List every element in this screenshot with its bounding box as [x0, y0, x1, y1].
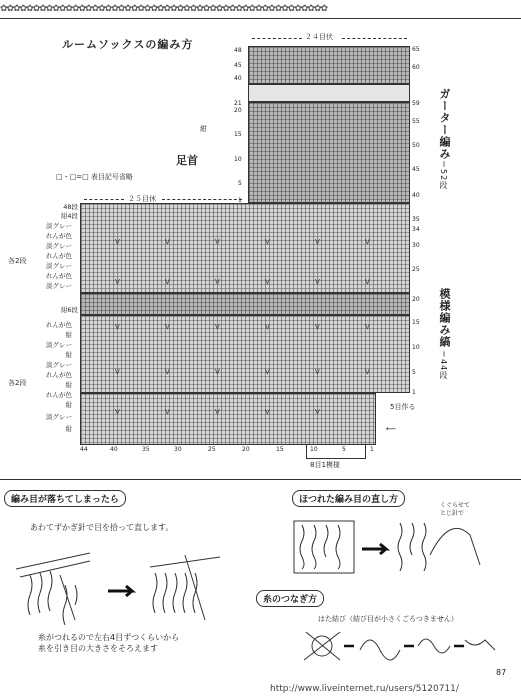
knot-text: はた結び（結び目が小さくごろつきません） [318, 615, 458, 623]
chart-title: ルームソックスの編み方 [62, 38, 194, 51]
repair1-caption2: 糸を引き目の大きさをそろえます [38, 644, 158, 653]
repair2-note2: とじ針で [440, 510, 465, 517]
instep-label: 足首 [176, 154, 198, 167]
header-rule [0, 18, 521, 19]
pattern-label: 模様編み縞 [438, 288, 451, 348]
repair2-illustration [290, 515, 490, 580]
left-num: 48 [234, 47, 242, 54]
heel-stitches-label: ２５目休 [128, 195, 156, 203]
navy4-label: 紺4段 [60, 212, 78, 220]
top-arrow-right [342, 38, 407, 39]
chart-gap-block [248, 84, 410, 102]
left-num: 10 [234, 156, 242, 163]
repair2-heading: ほつれた編み目の直し方 [292, 490, 405, 507]
repair1-heading: 編み目が落ちてしまったら [4, 490, 126, 507]
garter-label: ガーター編み [438, 88, 451, 160]
flower-border: ✿✿✿✿✿✿✿✿✿✿✿✿✿✿✿✿✿✿✿✿✿✿✿✿✿✿✿✿✿✿✿✿✿✿✿✿✿✿✿✿✿✿✿✿✿✿✿✿✿✿ [0, 4, 328, 14]
navy6-label: 紺6段 [60, 306, 78, 314]
legend: □・□=□ 表目記号省略 [56, 173, 133, 181]
left-num: 20 [234, 107, 242, 114]
left-num: 21 [234, 100, 242, 107]
bottom-numbers: 44 40 35 30 25 20 15 10 5 1 [80, 446, 374, 453]
slip-stitch-marks: V V V V V V V V V V V V V V V V V V V V V V V V V V V V V [115, 238, 370, 416]
navy-upper-label: 紺 [200, 125, 207, 133]
garter-rows: ＝52段 [439, 160, 448, 191]
make5-label: 5目作る [390, 403, 416, 411]
footer-url[interactable]: http://www.liveinternet.ru/users/5120711/ [270, 684, 459, 694]
bottom-arrow: ⟵ [386, 425, 397, 433]
each2-upper: 各2段 [8, 257, 27, 265]
left-num: 15 [234, 131, 242, 138]
left-num: 1 [238, 197, 242, 204]
repair2-note: くぐらせて [440, 502, 470, 509]
repair1-text: あわてずかぎ針で目を拾って直します。 [30, 523, 174, 532]
heel-arrow-left [84, 199, 124, 200]
pattern-rows: ＝44段 [439, 350, 448, 381]
top-arrow-left [252, 38, 302, 39]
top-stitches-label: ２４目伏 [305, 33, 333, 41]
rows48-label: 48段 [63, 203, 78, 211]
section-rule [0, 479, 521, 480]
each2-lower: 各2段 [8, 379, 27, 387]
heel-arrow-right [162, 199, 242, 200]
chart-toe-block [248, 46, 410, 84]
chart-garter-block [248, 102, 410, 203]
pattern-repeat-bracket [306, 444, 366, 459]
left-num: 40 [234, 75, 242, 82]
left-num: 5 [238, 180, 242, 187]
repair1-caption1: 糸がつれるので左右4目ずつくらいから [38, 633, 180, 642]
left-num: 45 [234, 62, 242, 69]
knot-heading: 糸のつなぎ方 [256, 590, 324, 607]
repair1-illustration [10, 545, 250, 635]
knot-illustration [300, 620, 505, 670]
page-number: 87 [496, 668, 507, 677]
repeat-label: 8目1模様 [310, 461, 340, 469]
